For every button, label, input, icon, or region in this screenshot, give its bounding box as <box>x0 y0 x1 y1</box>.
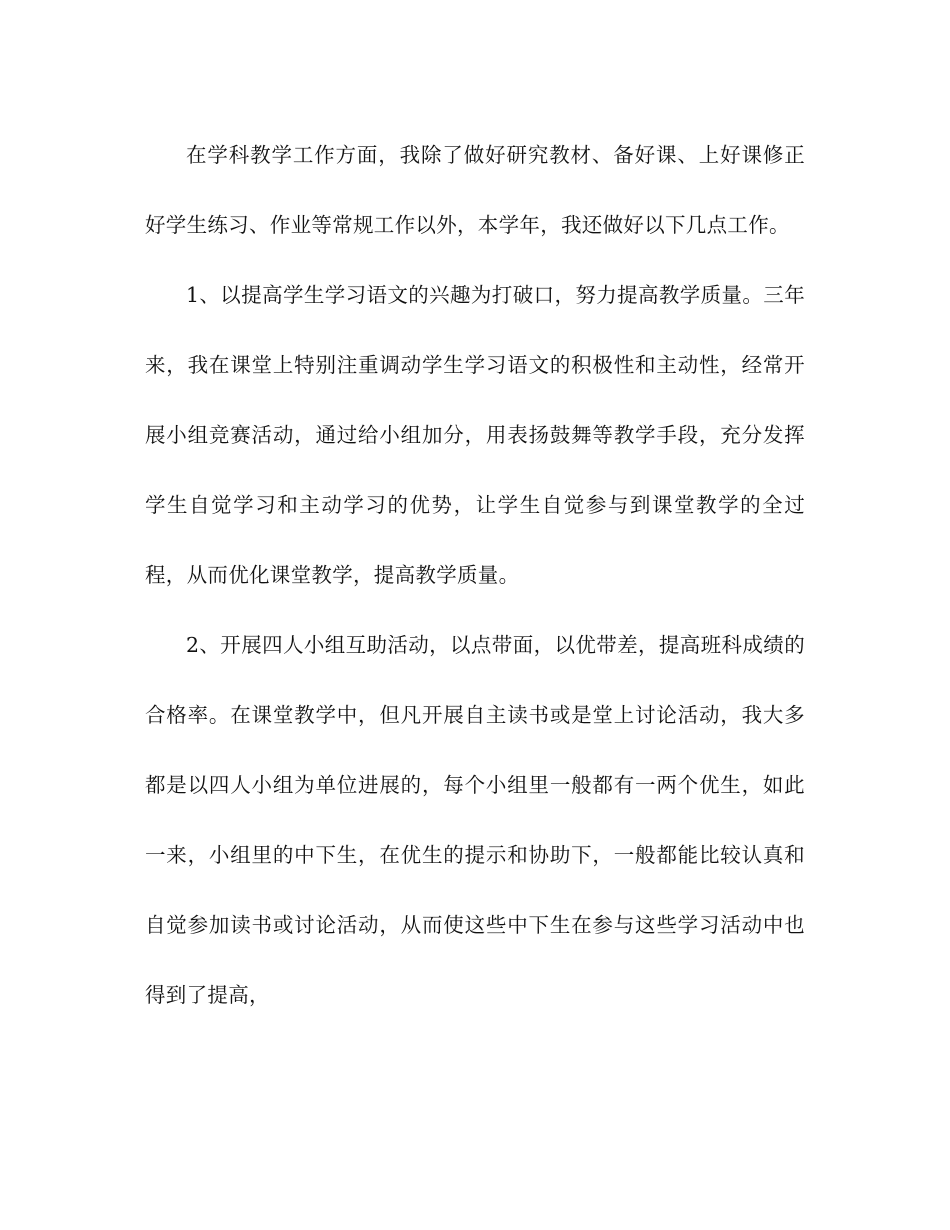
paragraph-teaching-work: 在学科教学工作方面，我除了做好研究教材、备好课、上好课修正好学生练习、作业等常规工作以外，本学年，我还做好以下几点工作。 <box>145 143 805 237</box>
paragraph-point-1: 1、以提高学生学习语文的兴趣为打破口，努力提高教学质量。三年来，我在课堂上特别注重调动学生学习语文的积极性和主动性，经常开展小组竞赛活动，通过给小组加分，用表扬鼓舞等教学手段，充分发挥学生自觉学习和主动学习的优势，让学生自觉参与到课堂教学的全过程，从而优化课堂教学，提高教学质量。 <box>145 283 805 587</box>
paragraph-point-2: 2、开展四人小组互助活动，以点带面，以优带差，提高班科成绩的合格率。在课堂教学中，但凡开展自主读书或是堂上讨论活动，我大多都是以四人小组为单位进展的，每个小组里一般都有一两个优生，如此一来，小组里的中下生，在优生的提示和协助下，一般都能比较认真和自觉参加读书或讨论活动，从而使这些中下生在参与这些学习活动中也得到了提高， <box>145 633 805 1007</box>
